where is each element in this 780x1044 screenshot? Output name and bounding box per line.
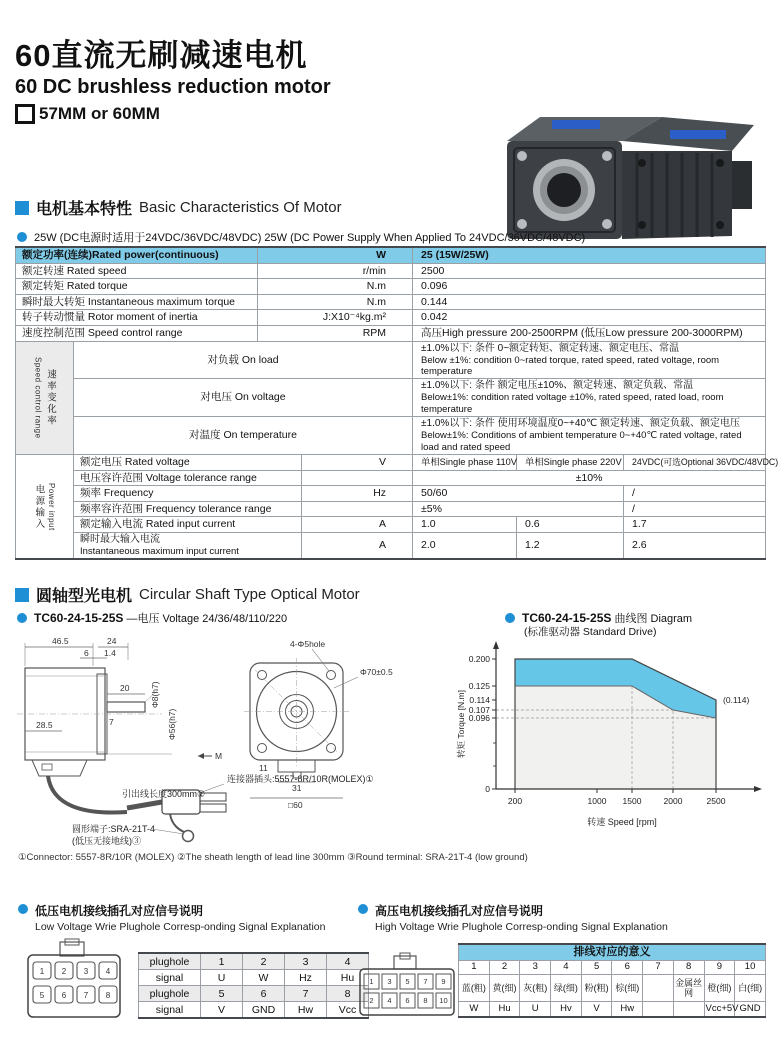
pin-number: 5 (405, 977, 410, 986)
svg-text:0.107: 0.107 (468, 705, 490, 715)
dimension-label: 31 (292, 783, 302, 793)
cell: W (258, 247, 413, 263)
svg-text:(0.114): (0.114) (723, 695, 750, 705)
cell: 对负载 On load (74, 341, 413, 379)
page-subtitle-text: 57MM or 60MM (39, 103, 160, 123)
model-number: TC60-24-15-25S (34, 611, 124, 625)
cell: signal (139, 1002, 201, 1019)
cell: 24VDC(可选Optional 36VDC/48VDC) (624, 454, 766, 470)
page-subtitle (15, 104, 331, 124)
pin-number: 1 (39, 967, 45, 976)
drawing-note: 连接器插头:5557-8R/10R(MOLEX)① (227, 774, 374, 784)
cell: plughole (139, 986, 201, 1002)
drawing-note: 引出线长度300mm② (122, 789, 206, 799)
cell (74, 532, 302, 559)
table-row (139, 970, 369, 986)
cell: 转子转动惯量 Rotor moment of inertia (16, 310, 258, 326)
table-row (16, 294, 766, 310)
cell-line: ±1.0%以下: 条件 使用环境温度0~+40℃ 额定转速、额定负载、额定电压 (421, 418, 741, 430)
cell: 8 (673, 961, 704, 975)
cell (413, 379, 766, 417)
cell: 25 (15W/25W) (413, 247, 766, 263)
torque-speed-chart (452, 640, 777, 860)
cell: 频率 Frequency (74, 486, 302, 502)
dimension-label: □60 (288, 800, 303, 810)
bullet-icon (18, 904, 28, 914)
cell: 排线对应的意义 (459, 944, 766, 961)
cell (302, 501, 413, 517)
table-row (16, 341, 766, 379)
cell: 6 (612, 961, 643, 975)
cell: 1.2 (517, 532, 624, 559)
cell: / (624, 486, 766, 502)
group-label-cn: 速率变化率 (44, 368, 56, 427)
pin-number: 3 (387, 977, 392, 986)
cell: 10 (735, 961, 766, 975)
group-label-cn: 电源输入 (33, 483, 45, 530)
cell: 1 (201, 953, 243, 970)
product-photo (492, 103, 780, 245)
svg-text:0.114: 0.114 (469, 695, 490, 705)
svg-text:0.096: 0.096 (468, 713, 490, 723)
cell: Hw (612, 1002, 643, 1018)
section-marker-icon (15, 201, 29, 215)
cell: W (243, 970, 285, 986)
model-voltage-note (17, 610, 287, 626)
cell: N.m (258, 294, 413, 310)
pin-number: 10 (439, 996, 448, 1005)
cell: 高压High pressure 200-2500RPM (低压Low pressure 200-3000RPM) (413, 325, 766, 341)
bullet-icon (358, 904, 368, 914)
dimension-label: 20 (120, 683, 130, 693)
cell: 灰(粗) (520, 975, 551, 1002)
cell: Hw (285, 1002, 327, 1019)
table-row (16, 263, 766, 279)
cell: 粉(粗) (581, 975, 612, 1002)
pin-number: 5 (39, 991, 45, 1000)
section1-title-cn: 电机基本特性 (36, 201, 133, 218)
square-frame-icon (15, 104, 35, 124)
group-label-en: Power input (46, 482, 56, 531)
power-supply-note (17, 229, 585, 245)
hv-title-en: High Voltage Wrie Plughole Corresp-onding Signal Explanation (375, 921, 668, 933)
diagram-subtitle: (标准驱动器 Standard Drive) (524, 626, 657, 638)
lv-connector-drawing (22, 938, 132, 1024)
cell: plughole (139, 953, 201, 970)
svg-text:1000: 1000 (587, 796, 607, 806)
dimension-label: 1.4 (104, 648, 116, 658)
table-row (139, 953, 369, 970)
cell: 4 (327, 953, 369, 970)
bullet-icon (505, 613, 515, 623)
svg-text:200: 200 (507, 796, 523, 806)
lv-signal-table (138, 952, 369, 1019)
pin-number: 6 (405, 996, 410, 1005)
cell: V (201, 1002, 243, 1019)
dimension-label: 28.5 (36, 720, 53, 730)
table-row (16, 470, 766, 486)
pin-number: 4 (105, 967, 111, 976)
cell: 0.042 (413, 310, 766, 326)
low-voltage-section-title (18, 902, 326, 933)
cell: 3 (285, 953, 327, 970)
cell: 金属丝网 (673, 975, 704, 1002)
dimension-label: 11 (259, 763, 268, 773)
cell: ±5% (413, 501, 624, 517)
table-row (139, 1002, 369, 1019)
hv-connector-drawing (356, 952, 458, 1024)
cell: V (581, 1002, 612, 1018)
page-title-cn: 60直流无刷减速电机 (15, 38, 308, 73)
svg-text:2500: 2500 (706, 796, 726, 806)
cell: 1.7 (624, 517, 766, 533)
group-label-speed (16, 341, 74, 454)
bullet-icon (17, 613, 27, 623)
section-circular-shaft (15, 583, 360, 606)
cell: / (624, 501, 766, 517)
pin-number: 1 (369, 977, 374, 986)
cell: 0.096 (413, 279, 766, 295)
pin-number: 7 (83, 991, 89, 1000)
cell: 黄(细) (489, 975, 520, 1002)
cell: N.m (258, 279, 413, 295)
section2-title-en: Circular Shaft Type Optical Motor (139, 586, 360, 603)
svg-text:转矩 Torque [N.m]: 转矩 Torque [N.m] (456, 689, 466, 759)
group-label-power (16, 454, 74, 559)
cell: 白(细) (735, 975, 766, 1002)
cell: 额定功率(连续)Rated power(continuous) (16, 247, 258, 263)
cell: 额定输入电流 Rated input current (74, 517, 302, 533)
high-voltage-section-title (358, 902, 668, 933)
dimension-label: 6 (84, 648, 89, 658)
pin-number: 9 (441, 977, 446, 986)
pin-number: 6 (61, 991, 67, 1000)
dimension-label: 24 (107, 636, 117, 646)
hv-title-cn: 高压电机接线插孔对应信号说明 (375, 904, 544, 918)
diagram-text: 曲线图 Diagram (614, 613, 693, 625)
dimension-label: 46.5 (52, 636, 69, 646)
dimension-label: Φ8(h7) (150, 681, 160, 708)
cell: 对电压 On voltage (74, 379, 413, 417)
table-row (139, 986, 369, 1002)
cell: J:X10⁻⁴kg.m² (258, 310, 413, 326)
cell: 1.0 (413, 517, 517, 533)
pin-number: 4 (387, 996, 392, 1005)
dimension-label: Φ70±0.5 (360, 667, 393, 677)
cell: Hv (551, 1002, 582, 1018)
spec-table (15, 246, 779, 560)
cell (413, 417, 766, 455)
cell: 6 (243, 986, 285, 1002)
table-row (16, 454, 766, 470)
cell: 2 (489, 961, 520, 975)
cell: 8 (327, 986, 369, 1002)
cell: 2500 (413, 263, 766, 279)
cell: U (201, 970, 243, 986)
cell: 蓝(粗) (459, 975, 490, 1002)
cell: W (459, 1002, 490, 1018)
cell: A (302, 532, 413, 559)
table-row (459, 1002, 766, 1018)
drawing-footnote: ①Connector: 5557-8R/10R (MOLEX) ②The sheath length of lead line 300mm ③Round terminal: SRA-21T-4 (low ground) (18, 852, 528, 863)
cell-line: ±1.0%以下: 条件 0~额定转矩、额定转速、额定电压、常温 (421, 342, 680, 354)
drawing-note: (低压无接地线)③ (72, 836, 141, 846)
cell: 0.6 (517, 517, 624, 533)
cell: A (302, 517, 413, 533)
table-row (459, 961, 766, 975)
cell: 7 (643, 961, 674, 975)
pin-number: 2 (369, 996, 374, 1005)
pin-number: 7 (423, 977, 428, 986)
cell: 50/60 (413, 486, 624, 502)
svg-text:转速 Speed [rpm]: 转速 Speed [rpm] (587, 817, 657, 827)
cell: GND (243, 1002, 285, 1019)
cell: 额定电压 Rated voltage (74, 454, 302, 470)
cell (643, 975, 674, 1002)
cell: 5 (201, 986, 243, 1002)
power-supply-note-text: 25W (DC电源时适用于24VDC/36VDC/48VDC) 25W (DC Power Supply When Applied To 24VDC/36VDC/48VDC) (34, 232, 586, 244)
cell: 电压容许范围 Voltage tolerance range (74, 470, 302, 486)
dimension-drawing (12, 630, 474, 850)
cell: 4 (551, 961, 582, 975)
bullet-icon (17, 232, 27, 242)
cell (413, 341, 766, 379)
cell: Hz (302, 486, 413, 502)
pin-number: 8 (105, 991, 111, 1000)
cell: 3 (520, 961, 551, 975)
svg-text:0.125: 0.125 (468, 681, 490, 691)
table-row (16, 247, 766, 263)
table-row (16, 517, 766, 533)
cell: 2 (243, 953, 285, 970)
table-row (459, 944, 766, 961)
section1-title-en: Basic Characteristics Of Motor (139, 199, 342, 216)
cell: 绿(细) (551, 975, 582, 1002)
cell: 对温度 On temperature (74, 417, 413, 455)
cell: 单相Single phase 110V (413, 454, 517, 470)
cell: Vcc+5V (704, 1002, 735, 1018)
cell: 5 (581, 961, 612, 975)
cell: 单相Single phase 220V (517, 454, 624, 470)
cell: r/min (258, 263, 413, 279)
cell: 额定转速 Rated speed (16, 263, 258, 279)
cell-line: Below±1%: Conditions of ambient temperature 0~+40℃ rated voltage, rated load and rated speed (421, 430, 742, 453)
cell: 频率容许范围 Frequency tolerance range (74, 501, 302, 517)
lv-title-en: Low Voltage Wrie Plughole Corresp-onding Signal Explanation (35, 921, 326, 933)
cell: Hu (327, 970, 369, 986)
cell: 1 (459, 961, 490, 975)
cell-line: Below±1%: condition rated voltage ±10%, rated speed, rated load, room temperature (421, 392, 724, 415)
cell: 0.144 (413, 294, 766, 310)
dimension-label: M (215, 751, 223, 761)
cell-line: 瞬时最大输入电流 (80, 533, 160, 545)
svg-text:1500: 1500 (622, 796, 642, 806)
cell (643, 1002, 674, 1018)
cell-line: Below ±1%: condition 0~rated torque, rated speed, rated voltage, room temperature (421, 354, 720, 377)
section-basic-characteristics (15, 196, 342, 219)
cell (673, 1002, 704, 1018)
cell: Hz (285, 970, 327, 986)
cell: 瞬时最大转矩 Instantaneous maximum torque (16, 294, 258, 310)
cell: 速度控制范围 Speed control range (16, 325, 258, 341)
cell: 棕(细) (612, 975, 643, 1002)
drawing-note: 圆形端子:SRA-21T-4 (72, 824, 156, 834)
svg-text:2000: 2000 (663, 796, 683, 806)
section2-title-cn: 圆轴型光电机 (36, 588, 133, 605)
cell (302, 470, 413, 486)
cell: GND (735, 1002, 766, 1018)
cell: Hu (489, 1002, 520, 1018)
table-row (16, 379, 766, 417)
cell: V (302, 454, 413, 470)
table-row (16, 417, 766, 455)
table-row (16, 501, 766, 517)
cell-line: ±1.0%以下: 条件 额定电压±10%、额定转速、额定负载、常温 (421, 380, 694, 392)
cell: 橙(细) (704, 975, 735, 1002)
hv-signal-table (458, 943, 766, 1018)
cell: ±10% (413, 470, 766, 486)
model-voltage-text: —电压 Voltage 24/36/48/110/220 (126, 613, 288, 625)
dimension-label: Φ56(h7) (167, 708, 177, 740)
svg-text:0.200: 0.200 (468, 654, 490, 664)
cell: 额定转矩 Rated torque (16, 279, 258, 295)
model-number: TC60-24-15-25S (522, 611, 612, 625)
section-marker-icon (15, 588, 29, 602)
table-row (16, 325, 766, 341)
dimension-label: 7 (109, 717, 114, 727)
lv-title-cn: 低压电机接线插孔对应信号说明 (35, 904, 204, 918)
svg-text:0: 0 (485, 784, 490, 794)
page-title-en: 60 DC brushless reduction motor (15, 75, 331, 98)
group-label-en: Speed control range (33, 356, 43, 439)
cell: 9 (704, 961, 735, 975)
table-row (16, 279, 766, 295)
cell: 2.6 (624, 532, 766, 559)
cell: 7 (285, 986, 327, 1002)
dimension-label: 4-Φ5hole (290, 639, 326, 649)
cell: 2.0 (413, 532, 517, 559)
cell: signal (139, 970, 201, 986)
cell: Vcc (327, 1002, 369, 1019)
pin-number: 8 (423, 996, 428, 1005)
cell-line: Instantaneous maximum input current (80, 545, 239, 557)
header-block (15, 40, 331, 124)
cell: U (520, 1002, 551, 1018)
table-row (459, 975, 766, 1002)
pin-number: 3 (83, 967, 89, 976)
table-row (16, 310, 766, 326)
table-row (16, 486, 766, 502)
cell: RPM (258, 325, 413, 341)
table-row (16, 532, 766, 559)
pin-number: 2 (61, 967, 67, 976)
